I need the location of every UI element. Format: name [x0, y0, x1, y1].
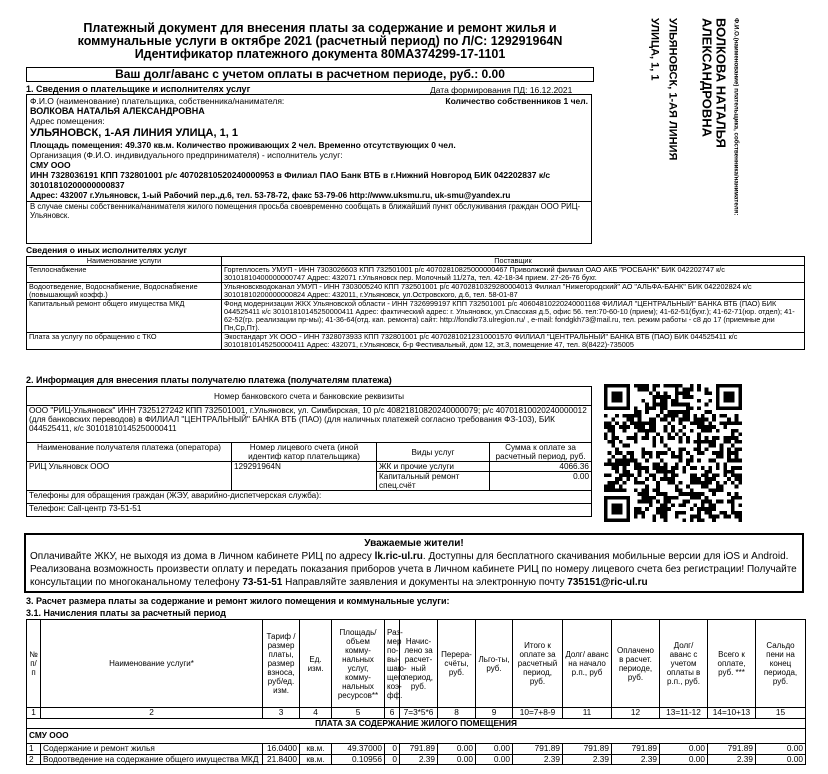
- charges-cell: 791.89: [400, 744, 438, 755]
- payer-name: ВОЛКОВА НАТАЛЬЯ АЛЕКСАНДРОВНА: [30, 106, 205, 117]
- account-number: 129291964N: [232, 462, 377, 491]
- vertical-address-house: УЛИЦА, 1, 1: [648, 18, 661, 81]
- charges-cell: 2.39: [612, 754, 660, 765]
- vertical-address-street: УЛЬЯНОВСК, 1-АЯ ЛИНИЯ: [666, 18, 679, 161]
- title-line-3: Идентификатор платежного документа 80МА374299-17-1101: [134, 47, 506, 61]
- other-service-name: Плата за услугу по обращению с ТКО: [27, 333, 222, 350]
- charges-cell: 0.00: [476, 754, 513, 765]
- charges-table: [26, 619, 806, 765]
- section-2-heading: 2. Информация для внесения платы получателю платежа (получателям платежа): [26, 375, 392, 385]
- charges-col-number: 2: [41, 708, 263, 719]
- section-3-1-heading: 3.1. Начисления платы за расчетный период: [26, 608, 227, 618]
- service-sum: 4066.36: [490, 462, 592, 472]
- charges-cell: 0.00: [756, 754, 806, 765]
- charges-col-header: Оплачено в расчет. периоде, руб.: [612, 620, 660, 708]
- charges-col-header: Площадь/ объем комму-нальных услуг, комму-нальных ресурсов**: [332, 620, 385, 708]
- fio-label: Ф.И.О (наименование) плательщика, собственника/нанимателя:: [30, 96, 285, 106]
- payment-recipient-table: [26, 386, 592, 517]
- vertical-payer-label: Ф.И.О.(наименование) плательщика, собственника/нанимателя:: [732, 18, 740, 216]
- service-type: ЖК и прочие услуги: [377, 462, 490, 472]
- other-providers-heading: Сведения о иных исполнителях услуг: [26, 245, 188, 255]
- table-row: [27, 283, 805, 300]
- formed-date: Дата формирования ПД: 16.12.2021: [430, 85, 573, 95]
- charges-cell: 49.37000: [332, 744, 385, 755]
- title-line-2: коммунальные услуги в октябре 2021 (расчетный период) по Л/С: 129291964N: [77, 34, 563, 48]
- ann-link-cabinet[interactable]: lk.ric-ul.ru: [374, 551, 423, 562]
- ann-text-3: Направляйте заявления и документы на электронную почту: [282, 577, 568, 588]
- charges-cell: 0.00: [660, 744, 708, 755]
- org-requisites: ИНН 7328036191 КПП 732801001 р/с 40702810520240000953 в Филиал ПАО Банк ВТБ в г.Нижний Новгород БИК 042202837 к/с 30101810200000000837: [30, 170, 551, 191]
- charges-cell: 2.39: [708, 754, 756, 765]
- org-address: Адрес: 432007 г.Ульяновск, 1-ый Рабочий пер.,д.6, тел. 53-78-72, факс 53-79-06 http://www.uksmu.ru, uk-smu@yandex.ru: [30, 190, 511, 200]
- charges-cell: 0.10956: [332, 754, 385, 765]
- other-supplier: Ульяновскводоканал УМУП - ИНН 7303005240 КПП 732501001 р/с 40702810329280004013 Филиал "Нижегородский" АО "АЛЬФА-БАНК" БИК 042202824 к/с 30101810200000000824 Адрес: 432011, г.Ульяновск, ул.Островского, д.6, тел. 58-01-87: [222, 283, 805, 300]
- announcement-heading: Уважаемые жители!: [364, 538, 464, 549]
- document-title: [50, 22, 590, 61]
- other-supplier: Гортеплосеть УМУП - ИНН 7303026603 КПП 732501001 р/с 40702810825000000467 Приволжский филиал ОАО АКБ "РОСБАНК" БИК 042202747 к/с 30101810400000000747 Адрес: 432071 г.Ульяновск пер. Молочный 11/27а, тел. 42-18-34 прием. 27-26-76 бухг.: [222, 266, 805, 283]
- charges-col-header: Раз-мер по-вы-шаю-щего коэ-фф.: [385, 620, 400, 708]
- charges-cell: 2.39: [563, 754, 612, 765]
- address-label: Адрес помещения:: [30, 116, 105, 127]
- charges-col-number: 7=3*5*6: [400, 708, 438, 719]
- charges-cell: Содержание и ремонт жилья: [41, 744, 263, 755]
- charges-col-header: Долг/ аванс на начало р.п., руб: [563, 620, 612, 708]
- charges-cell: 1: [27, 744, 41, 755]
- bank-requisites: ООО "РИЦ-Ульяновск" ИНН 7325127242 КПП 732501001, г.Ульяновск, ул. Симбирская, 10 р/с 40821810820240000079; р/с 40701810020240000012 (для банковских переводов) в ФИЛИАЛ "ЦЕНТРАЛЬНЫЙ" БАНКА ВТБ (ПАО) (для наличных платежей согласно требования ФЗ-103), БИК 044525411, к/с 30101810145250000411: [27, 406, 592, 443]
- charges-cell: Водоотведение на содержание общего имущества МКД: [41, 754, 263, 765]
- other-service-name: Капитальный ремонт общего имущества МКД: [27, 300, 222, 333]
- charges-body: [27, 744, 806, 765]
- charges-col-header: Тариф / размер платы, размер взноса, руб/ед. изм.: [263, 620, 300, 708]
- service-sum: 0.00: [490, 472, 592, 491]
- charges-cell: 21.8400: [263, 754, 300, 765]
- table-row: [27, 754, 806, 765]
- table-row: [27, 462, 592, 472]
- charges-cell: 0.00: [756, 744, 806, 755]
- payment-qr-code: [604, 384, 742, 522]
- ann-text-1: Оплачивайте ЖКУ, не выходя из дома в Личном кабинете РИЦ по адресу: [30, 551, 375, 562]
- charges-cell: кв.м.: [300, 744, 332, 755]
- charges-cell: 791.89: [708, 744, 756, 755]
- phone-line: Телефон: Call-центр 73-51-51: [27, 504, 592, 517]
- charges-col-header: Сальдо пени на конец периода, руб.: [756, 620, 806, 708]
- sum-header: Сумма к оплате за расчетный период, руб.: [490, 443, 592, 462]
- charges-col-header: Перера-счёты, руб.: [438, 620, 476, 708]
- charges-cell: 2.39: [400, 754, 438, 765]
- section-1-heading: 1. Сведения о плательщике и исполнителях услуг: [26, 84, 251, 94]
- charges-col-header: Долг/ аванс с учетом оплаты в р.п., руб.: [660, 620, 708, 708]
- debt-summary: Ваш долг/аванс с учетом оплаты в расчетном периоде, руб.: 0.00: [26, 67, 594, 82]
- charges-col-header: Ед. изм.: [300, 620, 332, 708]
- charges-col-number: 15: [756, 708, 806, 719]
- charges-col-header: № п/п: [27, 620, 41, 708]
- charges-cell: 2.39: [513, 754, 563, 765]
- other-col-supplier: Поставщик: [222, 257, 805, 266]
- other-service-name: Теплоснабжение: [27, 266, 222, 283]
- other-providers-table: [26, 256, 805, 350]
- charges-cell: 0.00: [660, 754, 708, 765]
- charges-header-row: [27, 620, 806, 708]
- charges-col-number: 4: [300, 708, 332, 719]
- charges-cell: 0: [385, 744, 400, 755]
- charges-col-header: Начис-лено за расчет-ный период, руб.: [400, 620, 438, 708]
- change-owner-note: В случае смены собственника/нанимателя жилого помещения просьба своевременно сообщать в ближайший пункт обслуживания граждан ООО РИЦ-Ульяновск.: [27, 201, 591, 220]
- charges-col-number: 11: [563, 708, 612, 719]
- charges-col-number: 8: [438, 708, 476, 719]
- charges-col-number: 14=10+13: [708, 708, 756, 719]
- table-row: [27, 300, 805, 333]
- charges-cell: 2: [27, 754, 41, 765]
- charges-col-header: Льго-ты, руб.: [476, 620, 513, 708]
- charges-col-header: Наименование услуги*: [41, 620, 263, 708]
- table-row: [27, 744, 806, 755]
- vertical-payer-name: ВОЛКОВА НАТАЛЬЯ АЛЕКСАНДРОВНА: [699, 18, 729, 148]
- charges-col-header: Всего к оплате, руб. ***: [708, 620, 756, 708]
- charges-col-number: 10=7+8-9: [513, 708, 563, 719]
- charges-org: СМУ ООО: [27, 729, 806, 744]
- charges-cell: 791.89: [612, 744, 660, 755]
- owners-count: Количество собственников 1 чел.: [445, 96, 588, 106]
- charges-cell: кв.м.: [300, 754, 332, 765]
- ann-email[interactable]: 735151@ric-ul.ru: [567, 577, 648, 588]
- charges-col-number: 6: [385, 708, 400, 719]
- charges-cell: 0.00: [438, 744, 476, 755]
- charges-cell: 16.0400: [263, 744, 300, 755]
- account-header: Номер лицевого счета (иной идентиф катор плательщика): [232, 443, 377, 462]
- other-col-service: Наименование услуги: [27, 257, 222, 266]
- charges-cell: 0.00: [438, 754, 476, 765]
- org-name: СМУ ООО: [30, 160, 71, 171]
- payer-info-box: [26, 94, 592, 244]
- title-line-1: Платежный документ для внесения платы за содержание и ремонт жилья и: [83, 21, 557, 35]
- charges-cell: 791.89: [563, 744, 612, 755]
- recipient-name: РИЦ Ульяновск ООО: [27, 462, 232, 491]
- charges-section-title: ПЛАТА ЗА СОДЕРЖАНИЕ ЖИЛОГО ПОМЕЩЕНИЯ: [27, 718, 806, 729]
- charges-number-row: [27, 708, 806, 719]
- charges-col-number: 5: [332, 708, 385, 719]
- bank-requisites-header: Номер банковского счета и банковские реквизиты: [27, 387, 592, 406]
- charges-col-number: 3: [263, 708, 300, 719]
- service-type-header: Виды услуг: [377, 443, 490, 462]
- charges-col-number: 1: [27, 708, 41, 719]
- ann-phone: 73-51-51: [242, 577, 283, 588]
- section-3-heading: 3. Расчет размера платы за содержание и ремонт жилого помещения и коммунальные услуги:: [26, 596, 450, 606]
- charges-col-number: 12: [612, 708, 660, 719]
- other-supplier: Фонд модернизации ЖКХ Ульяновской области - ИНН 7326999197 КПП 732501001 р/с 40604810220240001168 ФИЛИАЛ "ЦЕНТРАЛЬНЫЙ" БАНКА ВТБ (ПАО) БИК 044525411 к/с 30101810145250000411 Адрес: фактический адрес: г. Ульяновск, ул.Спасская д.5, офис 56. тел:70-60-10 (прием); 41-62-51(бухг.); 41-62-71(юр. отдел); 41-62-52(гр. реализации пр-мы); 41-36-64(отд. кап. ремонта) сайт: http://fondkr73.ulregion.ru/ , e-mail: fondgkh73@mail.ru, тел. режим работы - с8 до 17 (приемные дни Пн,Ср,Пт).: [222, 300, 805, 333]
- table-row: [27, 333, 805, 350]
- area-info: Площадь помещения: 49.370 кв.м. Количество проживающих 2 чел. Временно отсутствующих 0 чел.: [30, 139, 456, 150]
- charges-cell: 791.89: [513, 744, 563, 755]
- service-type: Капитальный ремонт спец.счёт: [377, 472, 490, 491]
- charges-col-number: 13=11-12: [660, 708, 708, 719]
- ann-text-2: . Доступны для бесплатного скачивания мобильные версии для iOS и Android. Реализована возможность произвести оплату и передать показания приборов учета в Личном кабинете РИЦ по номеру лицевого счета без регистрации! Получайте консультации по многоканальному телефону: [30, 551, 797, 588]
- charges-col-number: 9: [476, 708, 513, 719]
- payer-address: УЛЬЯНОВСК, 1-АЯ ЛИНИЯ УЛИЦА, 1, 1: [30, 126, 238, 139]
- recipient-header: Наименование получателя платежа (оператора): [27, 443, 232, 462]
- charges-cell: 0: [385, 754, 400, 765]
- other-supplier: Экостандарт УК ООО - ИНН 7328073933 КПП 732801001 р/с 40702810212310001570 ФИЛИАЛ "ЦЕНТРАЛЬНЫЙ" БАНКА ВТБ (ПАО) БИК 044525411 к/с 30101810145250000411 Адрес: 432071, г.Ульяновск, б-р Фестивальный, дом 12, эт.3, помещение 47, тел. 8(8422)-735005: [222, 333, 805, 350]
- announcement-text: [30, 550, 798, 589]
- phones-label: Телефоны для обращения граждан (ЖЭУ, аварийно-диспетчерская служба):: [27, 491, 592, 504]
- other-service-name: Водоотведение, Водоснабжение, Водоснабжение (повышающий коэфф.): [27, 283, 222, 300]
- announcement-box: [24, 533, 804, 593]
- org-label: Организация (Ф.И.О. индивидуального предпринимателя) - исполнитель услуг:: [30, 149, 343, 160]
- table-row: [27, 266, 805, 283]
- charges-cell: 0.00: [476, 744, 513, 755]
- charges-col-header: Итого к оплате за расчетный период, руб.: [513, 620, 563, 708]
